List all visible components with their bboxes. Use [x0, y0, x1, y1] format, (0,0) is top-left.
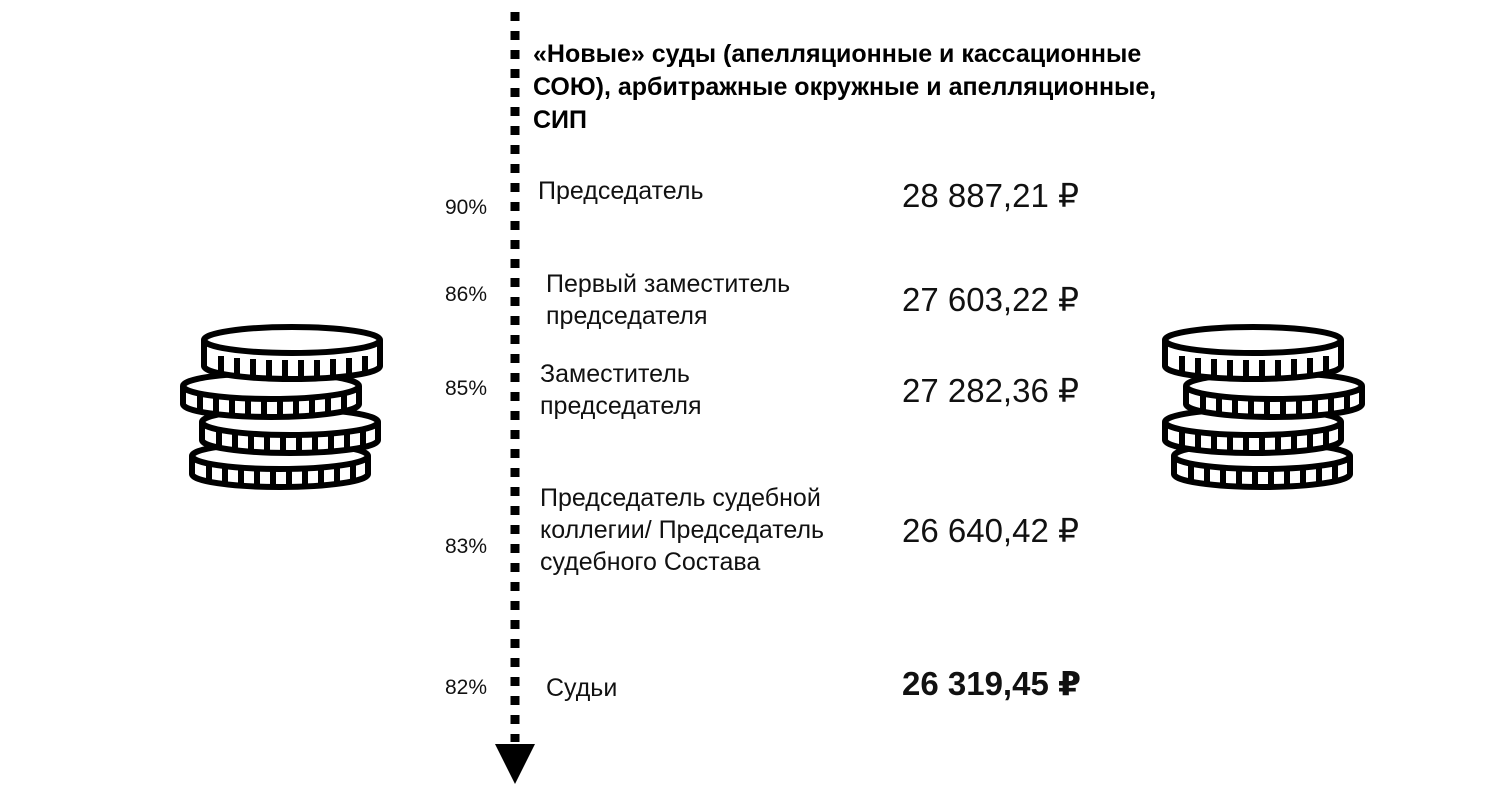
- coin-stack-icon: [180, 318, 386, 494]
- role-label-4: Председатель судебной коллегии/ Председатель судебного Состава: [540, 484, 825, 576]
- amount-value-2: 27 603,22 ₽: [902, 281, 1079, 318]
- coin-stack-icon: [1162, 318, 1368, 494]
- percent-label-5: 82%: [445, 676, 488, 699]
- percent-label-1: 90%: [445, 196, 488, 219]
- role-label-3: Заместитель председателя: [540, 360, 702, 420]
- amount-value-5: 26 319,45 ₽: [902, 665, 1081, 702]
- role-label-2: Первый заместитель председателя: [546, 270, 791, 330]
- amount-value-1: 28 887,21 ₽: [902, 177, 1079, 214]
- role-label-5: Судьи: [546, 674, 618, 702]
- role-label-1: Председатель: [538, 177, 704, 205]
- percent-label-3: 85%: [445, 377, 488, 400]
- amount-value-3: 27 282,36 ₽: [902, 372, 1079, 409]
- percent-label-4: 83%: [445, 535, 488, 558]
- page-title: «Новые» суды (апелляционные и кассационные СОЮ), арбитражные окружные и апелляционные, СИП: [533, 40, 1157, 134]
- percent-label-2: 86%: [445, 283, 488, 306]
- down-arrow-icon: [495, 744, 535, 784]
- amount-value-4: 26 640,42 ₽: [902, 512, 1079, 549]
